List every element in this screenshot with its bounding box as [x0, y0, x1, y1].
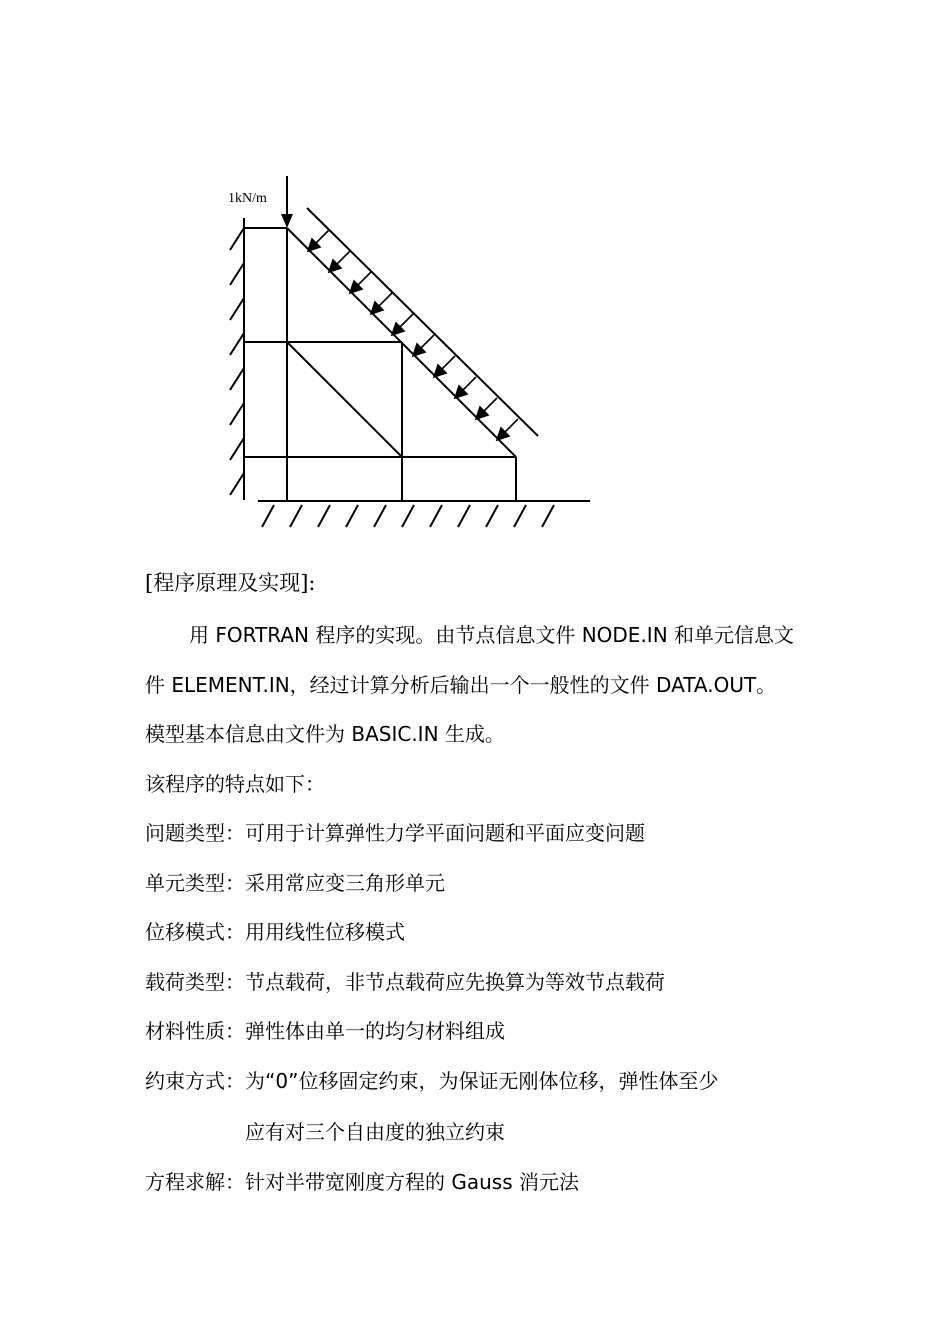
ground-hatching — [262, 505, 554, 527]
features-title: 该程序的特点如下： — [145, 772, 325, 796]
feature-equation-solver: 方程求解：针对半带宽刚度方程的 Gauss 消元法 — [145, 1170, 579, 1194]
feature-displacement-mode: 位移模式：用用线性位移模式 — [145, 920, 405, 944]
load-label: 1kN/m — [228, 191, 267, 206]
distributed-load-arrows — [308, 230, 518, 440]
feature-element-type: 单元类型：采用常应变三角形单元 — [145, 871, 445, 895]
intro-line-3: 模型基本信息由文件为 BASIC.IN 生成。 — [145, 722, 505, 746]
feature-constraint-continued: 应有对三个自由度的独立约束 — [245, 1120, 505, 1144]
feature-constraint: 约束方式：为“0”位移固定约束，为保证无刚体位移，弹性体至少 — [145, 1069, 719, 1093]
intro-line-2: 件 ELEMENT.IN，经过计算分析后输出一个一般性的文件 DATA.OUT。 — [145, 673, 777, 697]
feature-problem-type: 问题类型：可用于计算弹性力学平面问题和平面应变问题 — [145, 821, 645, 845]
feature-material: 材料性质：弹性体由单一的均匀材料组成 — [145, 1019, 505, 1043]
section-heading: [程序原理及实现]: — [145, 571, 316, 595]
load-band-line — [307, 208, 538, 436]
intro-line-1: 用 FORTRAN 程序的实现。由节点信息文件 NODE.IN 和单元信息文 — [189, 623, 795, 647]
triangular-plate-mesh-figure — [0, 0, 950, 560]
wall-hatching — [230, 228, 244, 495]
feature-load-type: 载荷类型：节点载荷，非节点载荷应先换算为等效节点载荷 — [145, 970, 665, 994]
finite-element-mesh — [287, 228, 516, 457]
